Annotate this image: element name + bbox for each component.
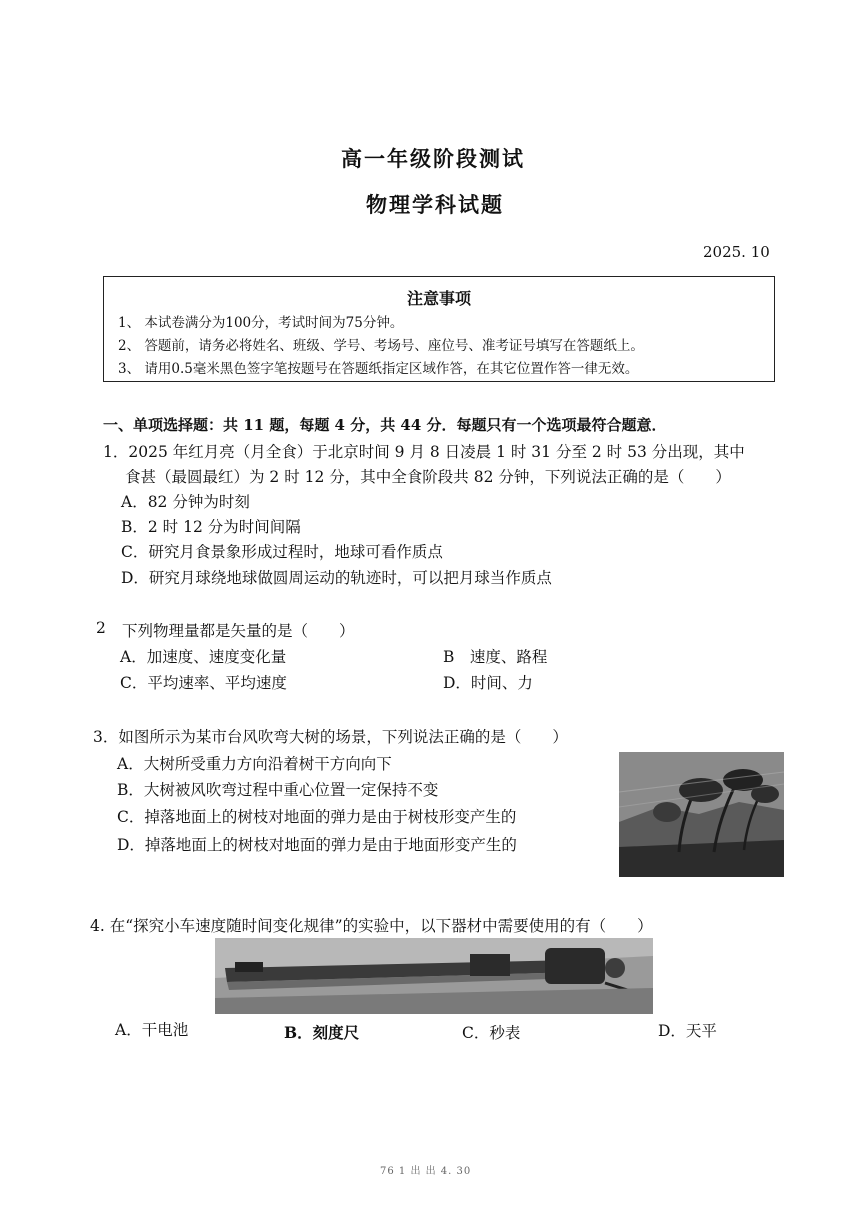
question-2-number: 2 bbox=[96, 619, 106, 637]
question-4-option-d: D．天平 bbox=[658, 1022, 717, 1040]
experiment-apparatus-photo bbox=[215, 938, 653, 1014]
page-footer: 76 1 出 出 4. 30 bbox=[380, 1166, 472, 1177]
question-1-line-2: 食甚（最圆最红）为 2 时 12 分，其中全食阶段共 82 分钟，下列说法正确的是（ ） bbox=[125, 468, 731, 486]
notice-item-3: 3、 请用0.5毫米黑色签字笔按题号在答题纸指定区域作答，在其它位置作答一律无效。 bbox=[118, 361, 639, 377]
question-3-stem: 3．如图所示为某市台风吹弯大树的场景，下列说法正确的是（ ） bbox=[93, 728, 568, 746]
question-3-option-d: D．掉落地面上的树枝对地面的弹力是由于地面形变产生的 bbox=[117, 836, 517, 854]
question-2-option-b: B 速度、路程 bbox=[443, 648, 548, 666]
question-2-option-c: C．平均速率、平均速度 bbox=[120, 674, 287, 692]
question-2-option-d: D．时间、力 bbox=[443, 674, 533, 692]
section-heading: 一、单项选择题：共 11 题，每题 4 分，共 44 分．每题只有一个选项最符合题意． bbox=[103, 416, 667, 434]
page-title: 高一年级阶段测试 bbox=[341, 146, 525, 171]
typhoon-tree-photo bbox=[619, 752, 784, 877]
question-1-option-d: D．研究月球绕地球做圆周运动的轨迹时，可以把月球当作质点 bbox=[121, 569, 552, 587]
question-1-line-1: 1．2025 年红月亮（月全食）于北京时间 9 月 8 日凌晨 1 时 31 分至 2 时 53 分出现，其中 bbox=[103, 443, 745, 461]
question-3-option-a: A．大树所受重力方向沿着树干方向向下 bbox=[117, 755, 392, 773]
notice-item-1: 1、 本试卷满分为100分，考试时间为75分钟。 bbox=[118, 315, 404, 331]
question-1-option-c: C．研究月食景象形成过程时，地球可看作质点 bbox=[121, 543, 443, 561]
question-3-option-b: B．大树被风吹弯过程中重心位置一定保持不变 bbox=[117, 781, 439, 799]
question-3-option-c: C．掉落地面上的树枝对地面的弹力是由于树枝形变产生的 bbox=[117, 808, 517, 826]
question-4-stem: 4. 在“探究小车速度随时间变化规律”的实验中，以下器材中需要使用的有（ ） bbox=[90, 917, 653, 935]
question-2-option-a: A．加速度、速度变化量 bbox=[120, 648, 287, 666]
page-subtitle: 物理学科试题 bbox=[366, 192, 504, 217]
question-1-option-a: A．82 分钟为时刻 bbox=[121, 493, 250, 511]
question-2-stem: 下列物理量都是矢量的是（ ） bbox=[122, 622, 355, 640]
exam-date: 2025. 10 bbox=[703, 243, 770, 261]
question-4-option-b: B．刻度尺 bbox=[284, 1023, 360, 1042]
notice-box bbox=[103, 276, 775, 382]
question-1-option-b: B．2 时 12 分为时间间隔 bbox=[121, 518, 301, 536]
notice-item-2: 2、 答题前，请务必将姓名、班级、学号、考场号、座位号、准考证号填写在答题纸上。 bbox=[118, 338, 644, 354]
question-4-option-a: A．干电池 bbox=[115, 1021, 189, 1039]
question-4-option-c: C．秒表 bbox=[462, 1024, 521, 1042]
notice-heading: 注意事项 bbox=[407, 289, 472, 308]
